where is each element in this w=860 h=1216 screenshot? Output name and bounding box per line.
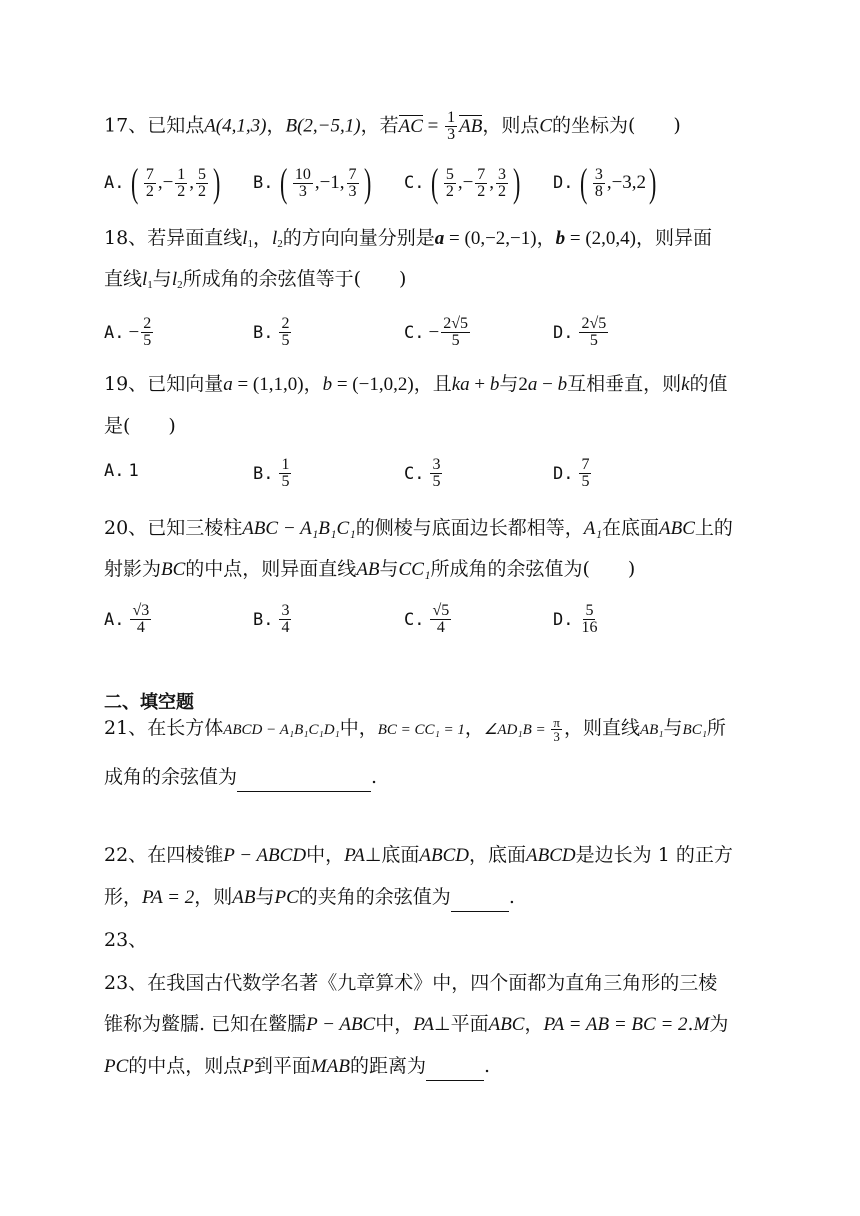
num: 5 <box>198 165 207 183</box>
den: 2 <box>177 182 186 200</box>
q23-text-2d: ， <box>524 1013 544 1035</box>
num: 3 <box>594 165 603 183</box>
point-a: A(4,1,3) <box>204 115 267 137</box>
base-abcd: ABCD <box>419 845 470 866</box>
option-label: B. <box>253 322 274 343</box>
q18-number: 18、 <box>104 227 148 249</box>
den: 5 <box>451 332 460 349</box>
vector-b: b <box>557 374 568 395</box>
question-19-line-2 <box>104 412 176 440</box>
plus: + <box>469 374 490 395</box>
point-a1: A₁ <box>583 518 603 539</box>
q19-option-b[interactable] <box>253 457 293 490</box>
den: 2 <box>445 182 454 200</box>
num: √5 <box>432 602 450 619</box>
q17-option-a[interactable] <box>104 160 223 205</box>
q20-option-c[interactable] <box>404 603 453 636</box>
frac <box>130 603 151 636</box>
left-paren: ( <box>431 160 439 205</box>
comma: ,−1, <box>314 172 345 193</box>
option-label: D. <box>553 173 574 193</box>
left-paren: ( <box>280 160 288 205</box>
option-label: D. <box>553 322 574 343</box>
q17-option-c[interactable] <box>404 160 523 205</box>
question-19-line-1 <box>104 370 728 399</box>
line-l2: l <box>171 269 178 290</box>
plane-abc: ABC <box>488 1014 525 1035</box>
q18-sep2: ， <box>536 227 556 249</box>
num: 10 <box>294 165 311 183</box>
question-23-line-3 <box>104 1052 490 1081</box>
q21-sep: ， <box>464 717 484 739</box>
q18-option-b[interactable] <box>253 316 293 349</box>
comma: ,− <box>157 172 174 193</box>
question-17-line-1 <box>104 110 681 143</box>
segment-ab: AB <box>232 887 256 908</box>
q20-text-b: 的侧棱与底面边长都相等， <box>355 517 584 539</box>
num: 2√5 <box>581 315 607 332</box>
answer-blank[interactable] <box>237 763 371 792</box>
question-18-line-2 <box>104 265 406 299</box>
num: 2 <box>281 315 290 332</box>
frac <box>579 603 599 636</box>
line-l1: l <box>242 228 248 249</box>
option-label: B. <box>253 609 274 630</box>
equals-sign: = <box>422 115 444 137</box>
q23-number: 23、 <box>104 972 148 994</box>
den: 2 <box>477 182 486 200</box>
point-b: B(2,−5,1) <box>285 115 361 137</box>
q23-text-1: 在我国古代数学名著《九章算术》中，四个面都为直角三角形的三棱 <box>147 972 718 994</box>
q22-text-2c: 与 <box>255 886 275 908</box>
left-paren: ( <box>580 160 588 205</box>
sub: 2 <box>177 279 183 291</box>
frac <box>430 603 451 636</box>
segment-pc: PC <box>274 887 299 908</box>
q20-option-a[interactable] <box>104 603 153 636</box>
num: 3 <box>281 602 290 619</box>
option-label: A. <box>104 322 125 343</box>
coef-two: 2 <box>518 374 528 395</box>
den: 5 <box>432 473 441 490</box>
prism-name: ABC − A₁B₁C₁ <box>242 518 356 539</box>
q18-sep: ， <box>252 227 272 249</box>
vector-ab: AB <box>459 115 483 137</box>
q23-text-2b: 中， <box>375 1013 414 1035</box>
vector-ac: AC <box>398 115 423 137</box>
fraction-one-third <box>445 110 457 143</box>
q19-number: 19、 <box>104 373 148 395</box>
frac <box>347 167 359 200</box>
segment-bc: BC <box>161 559 186 580</box>
segment-ab: AB <box>356 559 380 580</box>
den: 4 <box>436 619 445 636</box>
q18-text-2c: 所成角的余弦值等于( ) <box>182 268 407 290</box>
den: 2 <box>198 182 207 200</box>
plane-mab: MAB <box>310 1056 350 1077</box>
q19-text-c: 与 <box>499 373 519 395</box>
option-label: C. <box>404 173 425 193</box>
frac <box>593 167 605 200</box>
answer-blank[interactable] <box>451 883 509 912</box>
q20-text-2c: 与 <box>379 558 399 580</box>
sub: 2 <box>277 238 283 250</box>
q18-option-c[interactable] <box>404 316 472 349</box>
vector-b-value: = (2,0,4) <box>565 228 636 249</box>
right-paren: ) <box>649 160 657 205</box>
segment-bc1: BC₁ <box>682 722 707 738</box>
q19-option-a[interactable] <box>104 461 143 481</box>
frac <box>279 603 291 636</box>
q19-text-b: ，且 <box>413 373 452 395</box>
perp-symbol: ⊥ <box>434 1014 451 1035</box>
num: 7 <box>581 456 590 473</box>
den: 2 <box>145 182 154 200</box>
option-label: C. <box>404 322 425 343</box>
sub: 1 <box>147 279 153 291</box>
sign: − <box>128 321 140 343</box>
den: 5 <box>281 473 290 490</box>
option-value: 1 <box>128 461 139 481</box>
k-symbol: k <box>681 374 690 395</box>
question-21-line-2 <box>104 763 377 792</box>
frac <box>579 316 608 349</box>
q17-sep: ， <box>266 114 286 137</box>
frac <box>496 167 508 200</box>
perp-symbol: ⊥ <box>364 845 382 866</box>
question-22-line-2 <box>104 883 515 912</box>
q21-text-b: 中， <box>339 717 378 739</box>
frac <box>144 167 156 200</box>
line-l1: l <box>142 269 148 290</box>
period: . <box>483 1055 491 1077</box>
option-label: B. <box>253 173 274 193</box>
q22-text-2b: ，则 <box>194 886 233 908</box>
q18-option-d[interactable] <box>553 316 610 349</box>
q22-text-2d: 的夹角的余弦值为 <box>298 886 451 908</box>
segment-pc: PC <box>104 1056 129 1077</box>
condition-equal: PA = AB = BC = 2 <box>543 1014 688 1035</box>
q22-number: 22、 <box>104 844 148 866</box>
num: 5 <box>445 165 454 183</box>
right-paren: ) <box>513 160 521 205</box>
num: 7 <box>477 165 486 183</box>
base-abc: ABC <box>659 518 695 539</box>
den: 3 <box>298 182 307 200</box>
sign: − <box>428 321 440 343</box>
right-paren: ) <box>363 160 371 205</box>
frac <box>196 167 208 200</box>
num: π <box>553 714 560 730</box>
vector-b: b <box>489 374 500 395</box>
question-20-line-2 <box>104 555 635 584</box>
q23-text-3c: 的距离为 <box>349 1055 426 1077</box>
base-abcd: ABCD <box>526 845 576 866</box>
frac <box>475 167 487 200</box>
den: 4 <box>281 619 290 636</box>
segment-ab1: AB₁ <box>639 722 664 738</box>
line-l2: l <box>272 228 278 249</box>
vector-b: b <box>555 228 566 249</box>
den: 5 <box>143 332 152 349</box>
minus: − <box>537 374 558 395</box>
q18-text: 若异面直线 <box>147 227 243 249</box>
condition-bc: BC = CC₁ = 1 <box>377 722 465 738</box>
q22-text-b: 中， <box>306 844 345 866</box>
frac <box>444 167 456 200</box>
num: 3 <box>498 165 507 183</box>
vector-b: b <box>322 374 333 395</box>
q18-text-e: ，则异面 <box>636 227 713 249</box>
q21-text-c: ，则直线 <box>563 717 640 739</box>
q23-text-3a: 的中点，则点 <box>128 1055 243 1077</box>
q23-text-2f: 为 <box>709 1013 729 1035</box>
pyramid-name: P − ABCD <box>223 845 307 866</box>
point-p: P <box>242 1056 254 1077</box>
num: 2√5 <box>443 315 468 332</box>
comma: ,−3,2 <box>606 172 647 193</box>
condition-pa: PA = 2 <box>142 887 195 908</box>
q21-number: 21、 <box>104 717 148 739</box>
den: 3 <box>553 728 560 744</box>
num: 1 <box>281 456 290 473</box>
q19-text-2: 是( ) <box>104 415 176 437</box>
option-label: C. <box>404 609 425 630</box>
num: 7 <box>145 165 154 183</box>
question-23-stub: 23、 <box>104 929 148 951</box>
option-label: A. <box>104 461 125 481</box>
q18-text-2a: 直线 <box>104 268 143 290</box>
point-c: C <box>539 115 553 137</box>
frac <box>579 457 591 490</box>
sub: 1 <box>247 238 253 250</box>
vector-a: a <box>460 374 470 395</box>
frac <box>279 316 291 349</box>
num: 5 <box>585 602 594 619</box>
q17-option-b[interactable] <box>253 160 374 205</box>
comma: , <box>189 172 195 193</box>
q20-number: 20、 <box>104 517 148 539</box>
segment-cc1: CC₁ <box>398 559 431 580</box>
q20-text-c: 在底面 <box>602 517 660 539</box>
num: 2 <box>143 315 152 332</box>
num: 3 <box>432 456 441 473</box>
q22-text: 在四棱锥 <box>147 844 224 866</box>
num: √3 <box>132 602 150 619</box>
frac <box>141 316 153 349</box>
q17-option-d[interactable] <box>553 160 659 205</box>
frac <box>441 316 470 349</box>
question-20-line-1 <box>104 514 733 543</box>
question-23-line-1 <box>104 969 717 997</box>
segment-pa: PA <box>413 1014 435 1035</box>
q18-text-2b: 与 <box>152 268 172 290</box>
q23-text-2c: 平面 <box>450 1013 489 1035</box>
option-label: A. <box>104 609 125 630</box>
q20-text: 已知三棱柱 <box>147 517 243 539</box>
q20-text-2d: 所成角的余弦值为( ) <box>430 558 636 580</box>
den: 5 <box>581 473 590 490</box>
q19-text-d: 互相垂直，则 <box>567 373 682 395</box>
q22-text-d: ，底面 <box>469 844 527 866</box>
q23-text-3b: 到平面 <box>253 1055 311 1077</box>
frac-num: 1 <box>447 109 456 126</box>
den: 5 <box>589 332 598 349</box>
period: . <box>508 886 515 908</box>
den: 5 <box>281 332 290 349</box>
q17-text: 已知点 <box>147 114 205 137</box>
angle-ad1b: ∠AD₁B = <box>483 722 550 738</box>
pyramid-name: P − ABC <box>306 1014 376 1035</box>
frac-den: 3 <box>447 126 456 143</box>
period: . <box>687 1013 694 1035</box>
vector-a: a <box>434 228 445 249</box>
section-heading-fill-in: 二、填空题 <box>104 692 194 713</box>
q19-sep: ， <box>303 373 323 395</box>
solid-name: ABCD − A₁B₁C₁D₁ <box>223 722 340 738</box>
option-label: C. <box>404 463 425 484</box>
left-paren: ( <box>131 160 139 205</box>
q20-option-d[interactable] <box>553 603 601 636</box>
q22-text-e: 是边长为 1 的正方 <box>575 844 733 866</box>
q20-text-2b: 的中点，则异面直线 <box>185 558 357 580</box>
period: . <box>371 766 378 788</box>
frac <box>430 457 442 490</box>
num: 1 <box>177 165 186 183</box>
comma: , <box>489 172 495 193</box>
option-label: D. <box>553 463 574 484</box>
num: 7 <box>348 165 357 183</box>
q19-option-d[interactable] <box>553 457 593 490</box>
q21-text-e: 所 <box>706 717 726 739</box>
vector-a-value: = (0,−2,−1) <box>444 228 537 249</box>
den: 2 <box>498 182 507 200</box>
frac <box>293 167 313 200</box>
question-21-line-1 <box>104 714 726 744</box>
q18-text-c: 的方向向量分别是 <box>282 227 435 249</box>
q20-option-b[interactable] <box>253 603 293 636</box>
frac <box>175 167 187 200</box>
option-label: D. <box>553 609 574 630</box>
question-18-line-1 <box>104 224 712 258</box>
q22-text-2a: 形， <box>104 886 143 908</box>
vector-a-value: = (1,1,0) <box>232 374 304 395</box>
q20-text-2a: 射影为 <box>104 558 162 580</box>
q21-text: 在长方体 <box>147 717 224 739</box>
question-22-line-1 <box>104 841 733 870</box>
q17-number: 17、 <box>104 114 148 137</box>
q19-text: 已知向量 <box>147 373 224 395</box>
right-paren: ) <box>213 160 221 205</box>
q17-text-d: 的坐标为( ) <box>552 114 681 137</box>
den: 8 <box>594 182 603 200</box>
q19-text-e: 的值 <box>689 373 728 395</box>
answer-blank[interactable] <box>426 1052 484 1081</box>
frac <box>279 457 291 490</box>
frac-pi-third <box>551 716 562 743</box>
vector-b-value: = (−1,0,2) <box>332 374 414 395</box>
q20-text-d: 上的 <box>694 517 733 539</box>
den: 4 <box>136 619 145 636</box>
q21-text-d: 与 <box>663 717 683 739</box>
segment-pa: PA <box>344 845 365 866</box>
q22-text-c: 底面 <box>381 844 420 866</box>
option-label: A. <box>104 173 125 193</box>
den: 16 <box>581 619 598 636</box>
option-label: B. <box>253 463 274 484</box>
q17-text-b: ，若 <box>360 114 399 137</box>
question-23-line-2 <box>104 1010 728 1039</box>
point-m: M <box>693 1014 710 1035</box>
comma: ,− <box>457 172 474 193</box>
q23-text-2a: 锥称为鳖臑. 已知在鳖臑 <box>104 1013 307 1035</box>
q17-text-c: ，则点 <box>482 114 540 137</box>
q19-option-c[interactable] <box>404 457 444 490</box>
vector-a: a <box>223 374 233 395</box>
k-symbol: k <box>451 374 461 395</box>
den: 3 <box>348 182 357 200</box>
q21-text-2: 成角的余弦值为 <box>104 766 238 788</box>
vector-a: a <box>527 374 538 395</box>
q18-option-a[interactable] <box>104 316 155 349</box>
